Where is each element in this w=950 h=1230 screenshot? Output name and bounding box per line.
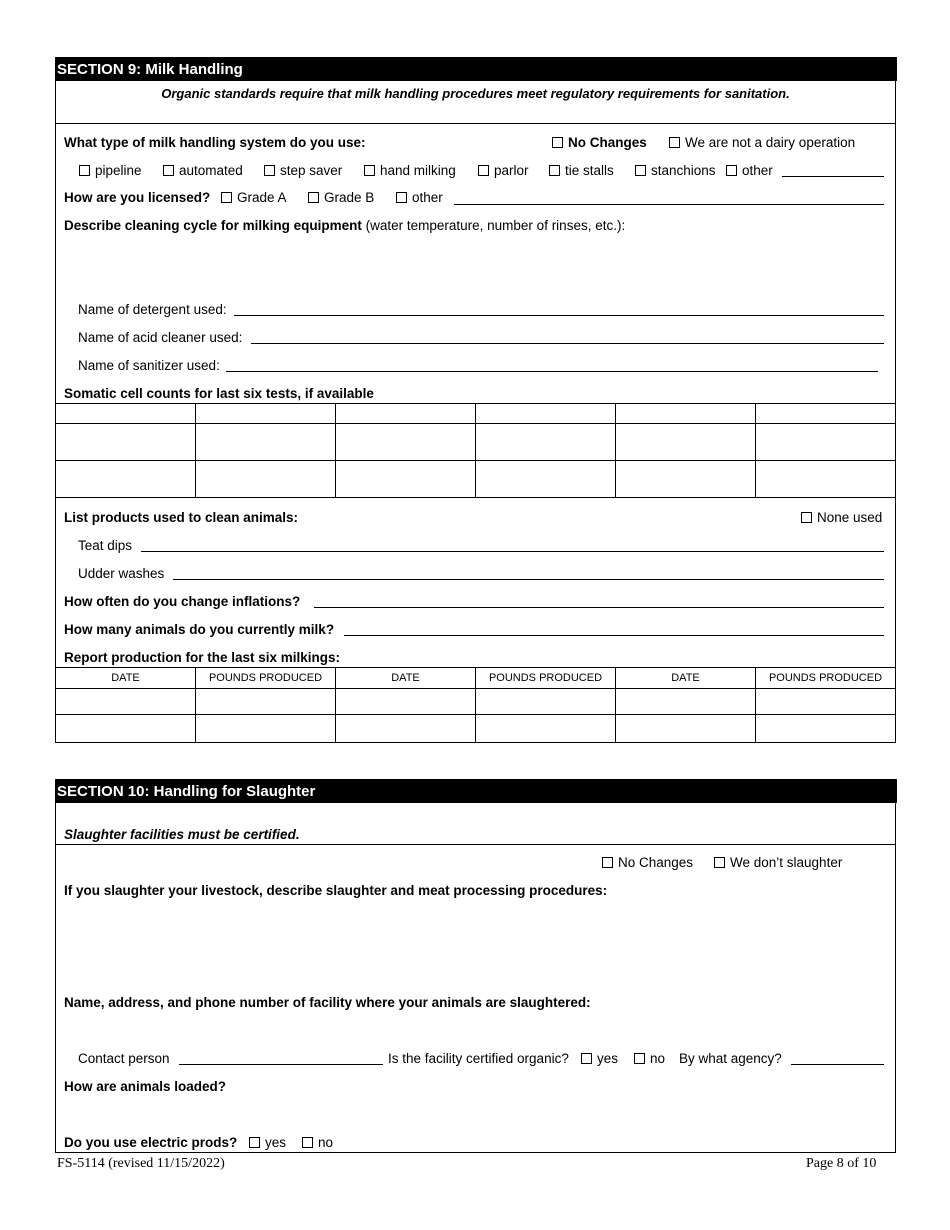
- option-parlor[interactable]: parlor: [478, 162, 529, 180]
- production-label: Report production for the last six milkings:: [64, 650, 341, 665]
- checkbox-icon: [364, 165, 375, 176]
- checkbox-icon: [634, 1053, 645, 1064]
- column-header: POUNDS PRODUCED: [476, 668, 616, 689]
- table-cell[interactable]: [476, 715, 616, 743]
- section-10-intro: Slaughter facilities must be certified.: [64, 827, 300, 842]
- sanitizer-label: Name of sanitizer used:: [78, 358, 220, 373]
- acid-cleaner-label: Name of acid cleaner used:: [78, 330, 243, 345]
- checkbox-icon: [163, 165, 174, 176]
- table-cell[interactable]: [756, 461, 896, 498]
- prods-no-checkbox[interactable]: no: [302, 1134, 333, 1152]
- table-cell[interactable]: [616, 404, 756, 424]
- checkbox-icon: [308, 192, 319, 203]
- slaughter-procedures-answer[interactable]: [64, 900, 884, 990]
- facility-question: Name, address, and phone number of facility where your animals are slaughtered:: [64, 995, 591, 1010]
- column-header: POUNDS PRODUCED: [196, 668, 336, 689]
- animals-loaded-answer[interactable]: [64, 1096, 884, 1130]
- inflations-question: How often do you change inflations?: [64, 594, 301, 609]
- table-cell[interactable]: [336, 461, 476, 498]
- contact-person-label: Contact person: [78, 1051, 170, 1066]
- contact-person-field[interactable]: [179, 1064, 383, 1065]
- slaughter-no-changes-checkbox[interactable]: No Changes: [602, 854, 693, 872]
- prods-yes-checkbox[interactable]: yes: [249, 1134, 286, 1152]
- section-9-intro: Organic standards require that milk handling procedures meet regulatory requirements for sanitation.: [161, 86, 790, 101]
- checkbox-icon: [602, 857, 613, 868]
- licensed-question: How are you licensed?: [64, 190, 211, 205]
- license-other-field[interactable]: [454, 204, 884, 205]
- cleaning-cycle-answer[interactable]: [64, 234, 884, 294]
- teat-dips-field[interactable]: [141, 551, 884, 552]
- option-automated[interactable]: automated: [163, 162, 243, 180]
- checkbox-icon: [264, 165, 275, 176]
- teat-dips-label: Teat dips: [78, 538, 133, 553]
- table-cell[interactable]: [56, 461, 196, 498]
- table-cell[interactable]: [476, 424, 616, 461]
- detergent-label: Name of detergent used:: [78, 302, 227, 317]
- table-cell[interactable]: [56, 424, 196, 461]
- udder-washes-label: Udder washes: [78, 566, 165, 581]
- milk-system-question: What type of milk handling system do you use:: [64, 135, 366, 150]
- table-cell[interactable]: [336, 404, 476, 424]
- checkbox-icon: [396, 192, 407, 203]
- section-9-header: SECTION 9: Milk Handling: [55, 57, 897, 81]
- checkbox-icon: [249, 1137, 260, 1148]
- checkbox-icon: [669, 137, 680, 148]
- table-cell[interactable]: [476, 461, 616, 498]
- option-step-saver[interactable]: step saver: [264, 162, 342, 180]
- table-cell[interactable]: [196, 461, 336, 498]
- table-cell[interactable]: [336, 424, 476, 461]
- facility-answer[interactable]: [64, 1012, 884, 1048]
- table-cell[interactable]: [196, 404, 336, 424]
- certified-yes-checkbox[interactable]: yes: [581, 1050, 618, 1068]
- column-header: DATE: [616, 668, 756, 689]
- table-cell[interactable]: [476, 689, 616, 715]
- udder-washes-field[interactable]: [173, 579, 884, 580]
- table-cell[interactable]: [56, 715, 196, 743]
- option-stanchions[interactable]: stanchions: [635, 162, 716, 180]
- license-grade-a[interactable]: Grade A: [221, 189, 287, 207]
- checkbox-icon: [302, 1137, 313, 1148]
- agency-label: By what agency?: [679, 1051, 782, 1066]
- checkbox-icon: [79, 165, 90, 176]
- sanitizer-field[interactable]: [226, 371, 878, 372]
- detergent-field[interactable]: [234, 315, 884, 316]
- checkbox-icon: [581, 1053, 592, 1064]
- checkbox-icon: [801, 512, 812, 523]
- agency-field[interactable]: [791, 1064, 884, 1065]
- table-cell[interactable]: [56, 404, 196, 424]
- checkbox-icon: [221, 192, 232, 203]
- clean-animals-label: List products used to clean animals:: [64, 510, 299, 525]
- electric-prods-question: Do you use electric prods?: [64, 1135, 238, 1150]
- table-cell[interactable]: [336, 689, 476, 715]
- table-cell[interactable]: [196, 424, 336, 461]
- column-header: DATE: [56, 668, 196, 689]
- acid-cleaner-field[interactable]: [251, 343, 884, 344]
- table-cell[interactable]: [756, 689, 896, 715]
- table-cell[interactable]: [756, 715, 896, 743]
- option-other[interactable]: other: [726, 162, 773, 180]
- slaughter-procedures-question: If you slaughter your livestock, describe slaughter and meat processing procedures:: [64, 883, 608, 898]
- other-system-field[interactable]: [782, 176, 884, 177]
- table-cell[interactable]: [756, 424, 896, 461]
- animals-loaded-question: How are animals loaded?: [64, 1079, 227, 1094]
- table-cell[interactable]: [196, 715, 336, 743]
- not-dairy-checkbox[interactable]: We are not a dairy operation: [669, 134, 855, 152]
- table-cell[interactable]: [56, 689, 196, 715]
- production-table: [55, 667, 896, 743]
- certified-organic-question: Is the facility certified organic?: [388, 1051, 569, 1066]
- dont-slaughter-checkbox[interactable]: We don’t slaughter: [714, 854, 842, 872]
- animals-milk-field[interactable]: [344, 635, 884, 636]
- no-changes-checkbox[interactable]: No Changes: [552, 134, 647, 152]
- table-cell[interactable]: [616, 424, 756, 461]
- column-header: DATE: [336, 668, 476, 689]
- table-cell[interactable]: [476, 404, 616, 424]
- certified-no-checkbox[interactable]: no: [634, 1050, 665, 1068]
- checkbox-icon: [714, 857, 725, 868]
- table-cell[interactable]: [336, 715, 476, 743]
- checkbox-icon: [549, 165, 560, 176]
- table-cell[interactable]: [756, 404, 896, 424]
- checkbox-icon: [635, 165, 646, 176]
- none-used-checkbox[interactable]: None used: [801, 509, 882, 527]
- license-grade-b[interactable]: Grade B: [308, 189, 374, 207]
- somatic-cell-label: Somatic cell counts for last six tests, if available: [64, 386, 374, 401]
- form-id: FS-5114 (revised 11/15/2022): [57, 1156, 225, 1171]
- table-cell[interactable]: [196, 689, 336, 715]
- checkbox-icon: [726, 165, 737, 176]
- option-pipeline[interactable]: pipeline: [79, 162, 142, 180]
- inflations-field[interactable]: [314, 607, 884, 608]
- section-10-header: SECTION 10: Handling for Slaughter: [55, 779, 897, 803]
- page-number: Page 8 of 10: [806, 1156, 877, 1171]
- cleaning-cycle-label: Describe cleaning cycle for milking equipment (water temperature, number of rinses, etc.):: [64, 218, 626, 233]
- table-cell[interactable]: [616, 715, 756, 743]
- animals-milk-question: How many animals do you currently milk?: [64, 622, 335, 637]
- checkbox-icon: [552, 137, 563, 148]
- column-header: POUNDS PRODUCED: [756, 668, 896, 689]
- table-cell[interactable]: [616, 689, 756, 715]
- table-cell[interactable]: [616, 461, 756, 498]
- somatic-cell-table: [55, 403, 896, 498]
- option-tie-stalls[interactable]: tie stalls: [549, 162, 614, 180]
- license-other[interactable]: other: [396, 189, 443, 207]
- checkbox-icon: [478, 165, 489, 176]
- option-hand-milking[interactable]: hand milking: [364, 162, 456, 180]
